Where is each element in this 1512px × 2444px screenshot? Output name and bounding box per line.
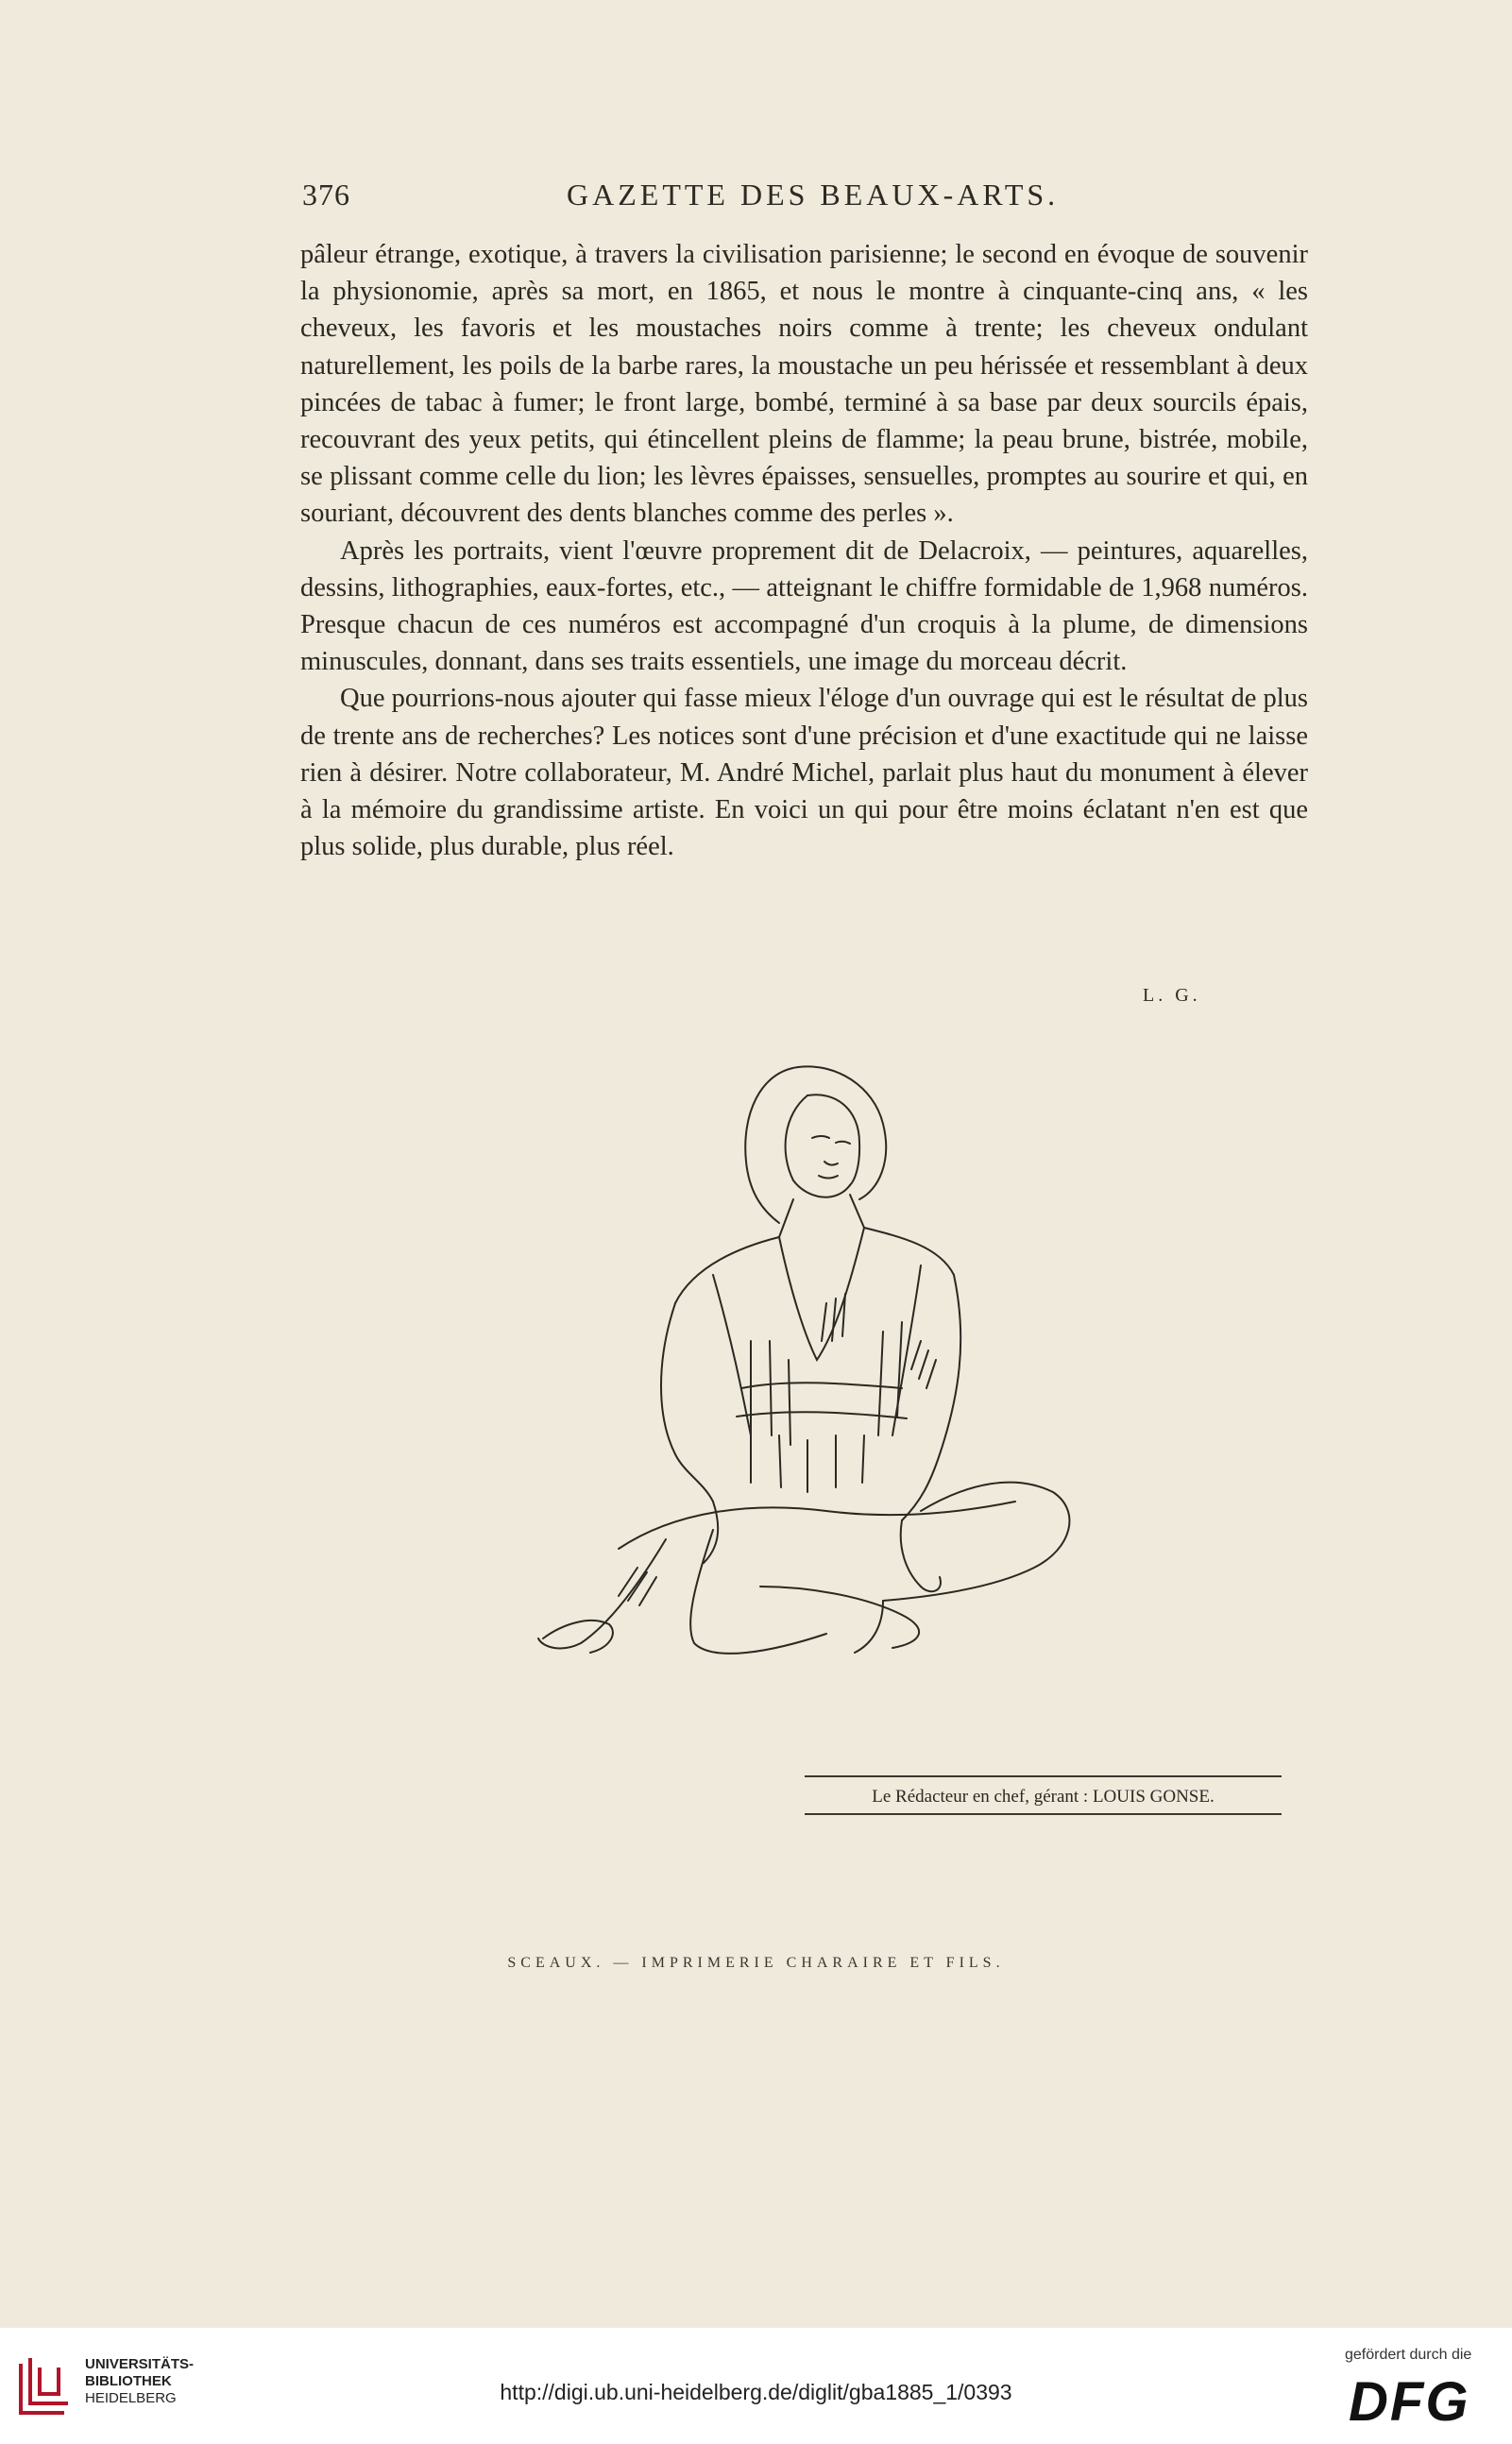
journal-title: GAZETTE DES BEAUX-ARTS. bbox=[567, 178, 1060, 212]
article-body bbox=[300, 236, 1308, 865]
funding-note: gefördert durch die bbox=[1345, 2347, 1472, 2363]
dfg-logo: DFG bbox=[1349, 2371, 1470, 2433]
library-line: BIBLIOTHEK bbox=[85, 2373, 172, 2389]
editor-line: Le Rédacteur en chef, gérant : LOUIS GONSE. bbox=[872, 1787, 1215, 1807]
paragraph: Que pourrions-nous ajouter qui fasse mieux l'éloge d'un ouvrage qui est le résultat de plus de trente ans de recherches? Les notices sont d'une précision et d'une exactitude qui ne laisse rien à désirer. Notre collaborateur, M. André Michel, parlait plus haut du monument à élever à la mémoire du grandissime artiste. En voici un qui pour être moins éclatant n'en est que plus solide, plus durable, plus réel. bbox=[300, 684, 1308, 862]
digitization-footer bbox=[0, 2328, 1512, 2444]
author-signature: L. G. bbox=[1143, 985, 1201, 1006]
paragraph: pâleur étrange, exotique, à travers la civilisation parisienne; le second en évoque de souvenir la physionomie, après sa mort, en 1865, et nous le montre à cinquante-cinq ans, « les cheveux, les favoris et les moustaches noirs comme à trente; les cheveux ondulant naturellement, les poils de la barbe rares, la moustache un peu hérissée et ressemblant à deux pincées de tabac à fumer; le front large, bombé, terminé à sa base par deux sourcils épais, recouvrant des yeux petits, qui étincellent pleins de flamme; la peau brune, bistrée, mobile, se plissant comme celle du lion; les lèvres épaisses, sensuelles, promptes au sourire et qui, en souriant, découvrent des dents blanches comme des perles ». bbox=[300, 240, 1308, 529]
paragraph: Après les portraits, vient l'œuvre proprement dit de Delacroix, — peintures, aquarelles, dessins, lithographies, eaux-fortes, etc., — atteignant le chiffre formidable de 1,968 numéros. Presque chacun de ces numéros est accompagné d'un croquis à la plume, de dimensions minuscules, donnant, dans ses traits essentiels, une image du morceau décrit. bbox=[300, 535, 1308, 677]
library-line: HEIDELBERG bbox=[85, 2390, 177, 2406]
seated-woman-sketch bbox=[524, 1058, 1091, 1672]
divider bbox=[805, 1813, 1282, 1815]
printer-line: SCEAUX. — IMPRIMERIE CHARAIRE ET FILS. bbox=[507, 1955, 1005, 1971]
page-number: 376 bbox=[302, 178, 350, 212]
library-line: UNIVERSITÄTS- bbox=[85, 2356, 195, 2372]
source-url[interactable]: http://digi.ub.uni-heidelberg.de/diglit/gba1885_1/0393 bbox=[500, 2380, 1012, 2404]
divider bbox=[805, 1775, 1282, 1777]
